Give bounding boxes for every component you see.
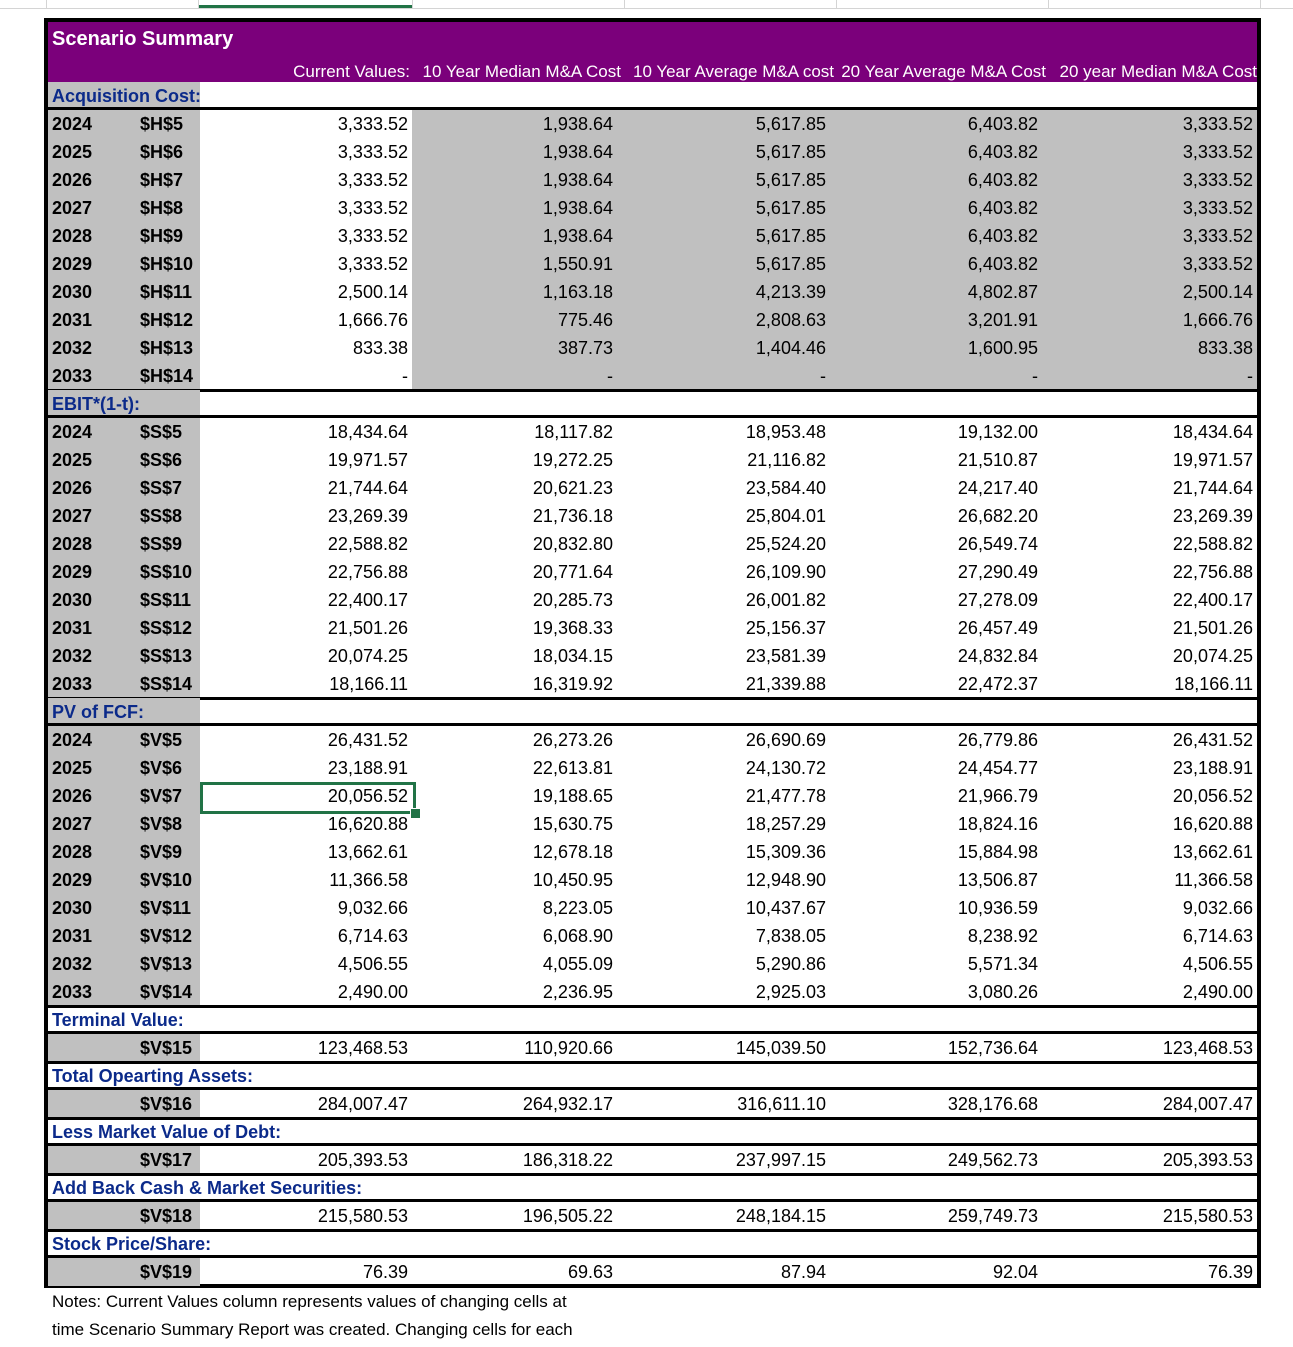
row-year[interactable]: 2025	[52, 758, 93, 778]
value-cell[interactable]: 6,403.82	[967, 114, 1038, 134]
value-cell[interactable]: 26,431.52	[327, 730, 408, 750]
value-cell[interactable]: 12,678.18	[532, 842, 613, 862]
section-divider	[48, 1255, 1257, 1258]
value-cell[interactable]: 22,613.81	[532, 758, 613, 778]
value-cell[interactable]: 10,450.95	[532, 870, 613, 890]
row-year[interactable]: 2028	[52, 842, 93, 862]
row-cell-reference[interactable]: $H$10	[140, 254, 194, 274]
row-year[interactable]: 2033	[52, 366, 93, 386]
value-cell[interactable]: 237,997.15	[735, 1150, 826, 1170]
value-cell[interactable]: 87.94	[780, 1262, 826, 1282]
value-cell[interactable]: 2,490.00	[1182, 982, 1253, 1002]
value-cell[interactable]: 18,166.11	[1174, 674, 1253, 694]
value-cell[interactable]: 24,832.84	[957, 646, 1038, 666]
value-cell[interactable]: 3,080.26	[967, 982, 1038, 1002]
value-cell[interactable]: 284,007.47	[317, 1094, 408, 1114]
value-cell[interactable]: 3,333.52	[1182, 198, 1253, 218]
value-cell[interactable]: 215,580.53	[317, 1206, 408, 1226]
section-divider	[48, 1061, 1257, 1064]
value-cell[interactable]: 2,808.63	[755, 310, 826, 330]
value-cell[interactable]: 16,620.88	[327, 814, 408, 834]
value-cell[interactable]: 4,213.39	[755, 282, 826, 302]
row-year[interactable]: 2024	[52, 730, 93, 750]
value-cell[interactable]: 2,925.03	[755, 982, 826, 1002]
value-cell[interactable]: 3,333.52	[1182, 226, 1253, 246]
row-year[interactable]: 2028	[52, 226, 93, 246]
row-year[interactable]: 2027	[52, 198, 93, 218]
row-cell-reference[interactable]: $V$14	[140, 982, 193, 1002]
row-cell-reference[interactable]: $H$14	[140, 366, 194, 386]
row-cell-reference[interactable]: $V$7	[140, 786, 183, 806]
value-cell[interactable]: 3,333.52	[1182, 254, 1253, 274]
value-cell[interactable]: 3,333.52	[337, 254, 408, 274]
row-cell-reference[interactable]: $S$14	[140, 674, 193, 694]
value-cell[interactable]: 10,437.67	[745, 898, 826, 918]
value-cell[interactable]: 22,400.17	[1172, 590, 1253, 610]
value-cell[interactable]: 18,434.64	[327, 422, 408, 442]
value-cell[interactable]: 18,034.15	[532, 646, 613, 666]
value-cell[interactable]: 4,506.55	[1182, 954, 1253, 974]
scenario-values-fill	[412, 110, 1257, 390]
row-cell-reference[interactable]: $S$9	[140, 534, 183, 554]
section-label[interactable]: PV of FCF:	[52, 702, 144, 722]
section-label[interactable]: Add Back Cash & Market Securities:	[52, 1178, 363, 1198]
row-year[interactable]: 2033	[52, 674, 93, 694]
value-cell[interactable]: 3,333.52	[337, 114, 408, 134]
section-divider	[48, 415, 1257, 418]
section-divider	[48, 697, 1257, 700]
value-cell[interactable]: 8,238.92	[967, 926, 1038, 946]
value-cell[interactable]: 76.39	[362, 1262, 408, 1282]
column-divider	[624, 0, 625, 8]
section-divider	[48, 723, 1257, 726]
value-cell[interactable]: 249,562.73	[947, 1150, 1038, 1170]
value-cell[interactable]: 21,477.78	[745, 786, 826, 806]
value-cell[interactable]: 21,501.26	[1172, 618, 1253, 638]
section-label[interactable]: Less Market Value of Debt:	[52, 1122, 282, 1142]
section-label[interactable]: Total Opearting Assets:	[52, 1066, 254, 1086]
value-cell[interactable]: -	[402, 366, 408, 386]
value-cell[interactable]: 20,621.23	[532, 478, 613, 498]
fill-handle[interactable]	[410, 808, 421, 819]
value-cell[interactable]: 22,472.37	[957, 674, 1038, 694]
report-title[interactable]: Scenario Summary	[52, 28, 234, 50]
value-cell[interactable]: 5,617.85	[755, 254, 826, 274]
value-cell[interactable]: 25,804.01	[745, 506, 826, 526]
row-year[interactable]: 2029	[52, 562, 93, 582]
row-cell-reference[interactable]: $S$7	[140, 478, 183, 498]
value-cell[interactable]: 1,938.64	[542, 226, 613, 246]
value-cell[interactable]: 5,617.85	[755, 170, 826, 190]
column-header-4[interactable]: 20 year Median M&A Cost	[1059, 62, 1257, 81]
value-cell[interactable]: 3,333.52	[1182, 114, 1253, 134]
column-divider	[412, 0, 413, 8]
value-cell[interactable]: 196,505.22	[522, 1206, 613, 1226]
value-cell[interactable]: 284,007.47	[1162, 1094, 1253, 1114]
row-year[interactable]: 2027	[52, 814, 93, 834]
value-cell[interactable]: 5,290.86	[755, 954, 826, 974]
value-cell[interactable]: 23,269.39	[327, 506, 408, 526]
value-cell[interactable]: 2,490.00	[337, 982, 408, 1002]
value-cell[interactable]: 1,163.18	[542, 282, 613, 302]
value-cell[interactable]: 4,802.87	[967, 282, 1038, 302]
row-cell-reference[interactable]: $V$11	[140, 898, 192, 918]
value-cell[interactable]: 4,055.09	[542, 954, 613, 974]
value-cell[interactable]: 123,468.53	[317, 1038, 408, 1058]
value-cell[interactable]: 9,032.66	[337, 898, 408, 918]
value-cell[interactable]: 15,309.36	[745, 842, 826, 862]
value-cell[interactable]: 3,201.91	[967, 310, 1038, 330]
value-cell[interactable]: 26,457.49	[957, 618, 1038, 638]
row-year[interactable]: 2024	[52, 422, 93, 442]
value-cell[interactable]: 775.46	[557, 310, 613, 330]
column-header-0[interactable]: Current Values:	[293, 62, 410, 81]
notes-line-2[interactable]: time Scenario Summary Report was created. Changing cells for each	[52, 1320, 573, 1339]
value-cell[interactable]: 23,188.91	[1172, 758, 1253, 778]
value-cell[interactable]: 1,938.64	[542, 114, 613, 134]
value-cell[interactable]: 5,617.85	[755, 198, 826, 218]
row-year[interactable]: 2031	[52, 618, 93, 638]
value-cell[interactable]: 20,832.80	[532, 534, 613, 554]
row-year[interactable]: 2028	[52, 534, 93, 554]
value-cell[interactable]: 24,454.77	[957, 758, 1038, 778]
value-cell[interactable]: 26,109.90	[745, 562, 826, 582]
section-divider	[48, 1005, 1257, 1008]
value-cell[interactable]: 76.39	[1207, 1262, 1253, 1282]
column-divider	[198, 0, 199, 8]
value-cell[interactable]: 19,971.57	[327, 450, 408, 470]
value-cell[interactable]: 19,132.00	[957, 422, 1038, 442]
column-divider	[1048, 0, 1049, 8]
section-divider	[48, 389, 1257, 392]
value-cell[interactable]: 23,581.39	[745, 646, 826, 666]
row-year[interactable]: 2026	[52, 478, 93, 498]
value-cell[interactable]: 1,404.46	[755, 338, 826, 358]
value-cell[interactable]: 13,506.87	[957, 870, 1038, 890]
value-cell[interactable]: 8,223.05	[542, 898, 613, 918]
value-cell[interactable]: 5,617.85	[755, 226, 826, 246]
value-cell[interactable]: 21,736.18	[532, 506, 613, 526]
row-cell-reference[interactable]: $S$11	[140, 590, 192, 610]
value-cell[interactable]: 6,714.63	[337, 926, 408, 946]
row-year[interactable]: 2025	[52, 450, 93, 470]
value-cell[interactable]: 6,403.82	[967, 254, 1038, 274]
value-cell[interactable]: 1,666.76	[1182, 310, 1253, 330]
value-cell[interactable]: 205,393.53	[317, 1150, 408, 1170]
row-cell-reference[interactable]: $S$6	[140, 450, 183, 470]
row-year[interactable]: 2026	[52, 786, 93, 806]
value-cell[interactable]: 20,074.25	[1172, 646, 1253, 666]
row-year[interactable]: 2033	[52, 982, 93, 1002]
section-label[interactable]: EBIT*(1-t):	[52, 394, 140, 414]
value-cell[interactable]: 11,366.58	[329, 870, 408, 890]
value-cell[interactable]: 110,920.66	[524, 1038, 613, 1058]
row-year[interactable]: 2025	[52, 142, 93, 162]
value-cell[interactable]: 20,285.73	[532, 590, 613, 610]
value-cell[interactable]: 26,690.69	[745, 730, 826, 750]
row-cell-reference[interactable]: $S$8	[140, 506, 183, 526]
value-cell[interactable]: 25,156.37	[745, 618, 826, 638]
value-cell[interactable]: 26,431.52	[1172, 730, 1253, 750]
value-cell[interactable]: 19,368.33	[532, 618, 613, 638]
value-cell[interactable]: 5,617.85	[755, 142, 826, 162]
value-cell[interactable]: 1,600.95	[967, 338, 1038, 358]
row-year[interactable]: 2032	[52, 954, 93, 974]
row-year[interactable]: 2030	[52, 898, 93, 918]
row-cell-reference[interactable]: $H$6	[140, 142, 184, 162]
row-cell-reference[interactable]: $V$12	[140, 926, 193, 946]
value-cell[interactable]: 26,549.74	[957, 534, 1038, 554]
section-divider	[48, 1199, 1257, 1202]
value-cell[interactable]: 16,319.92	[532, 674, 613, 694]
value-cell[interactable]: 2,500.14	[337, 282, 408, 302]
notes-line-1[interactable]: Notes: Current Values column represents values of changing cells at	[52, 1292, 567, 1311]
value-cell[interactable]: 21,966.79	[957, 786, 1038, 806]
value-cell[interactable]: 12,948.90	[745, 870, 826, 890]
value-cell[interactable]: -	[820, 366, 826, 386]
value-cell[interactable]: 3,333.52	[337, 226, 408, 246]
section-divider	[48, 1143, 1257, 1146]
value-cell[interactable]: 18,117.82	[534, 422, 613, 442]
value-cell[interactable]: 1,550.91	[542, 254, 613, 274]
row-cell-reference[interactable]: $H$9	[140, 226, 184, 246]
section-label[interactable]: Acquisition Cost:	[52, 86, 201, 106]
value-cell[interactable]: 6,403.82	[967, 226, 1038, 246]
value-cell[interactable]: 19,272.25	[532, 450, 613, 470]
row-year[interactable]: 2027	[52, 506, 93, 526]
value-cell[interactable]: 5,617.85	[755, 114, 826, 134]
value-cell[interactable]: 69.63	[567, 1262, 613, 1282]
value-cell[interactable]: 26,273.26	[532, 730, 613, 750]
section-divider	[48, 1087, 1257, 1090]
value-cell[interactable]: 16,620.88	[1172, 814, 1253, 834]
row-year[interactable]: 2030	[52, 590, 93, 610]
value-cell[interactable]: 20,074.25	[327, 646, 408, 666]
value-cell[interactable]: 15,630.75	[532, 814, 613, 834]
value-cell[interactable]: 21,501.26	[327, 618, 408, 638]
value-cell[interactable]: 248,184.15	[735, 1206, 826, 1226]
selected-column-indicator	[198, 0, 412, 8]
value-cell[interactable]: 22,756.88	[1172, 562, 1253, 582]
section-divider	[48, 1117, 1257, 1120]
row-cell-reference[interactable]: $V$6	[140, 758, 183, 778]
row-cell-reference[interactable]: $H$11	[140, 282, 193, 302]
column-header-2[interactable]: 10 Year Average M&A cost	[633, 62, 834, 81]
row-cell-reference[interactable]: $S$13	[140, 646, 193, 666]
value-cell[interactable]: 13,662.61	[327, 842, 408, 862]
value-cell[interactable]: 2,236.95	[542, 982, 613, 1002]
row-year[interactable]: 2032	[52, 646, 93, 666]
value-cell[interactable]: 6,068.90	[542, 926, 613, 946]
row-cell-reference[interactable]: $V$19	[140, 1262, 193, 1282]
value-cell[interactable]: 22,588.82	[1172, 534, 1253, 554]
row-cell-reference[interactable]: $S$5	[140, 422, 183, 442]
value-cell[interactable]: 11,366.58	[1174, 870, 1253, 890]
value-cell[interactable]: 26,001.82	[745, 590, 826, 610]
value-cell[interactable]: 23,269.39	[1172, 506, 1253, 526]
row-cell-reference[interactable]: $H$8	[140, 198, 184, 218]
value-cell[interactable]: 1,938.64	[542, 170, 613, 190]
value-cell[interactable]: 3,333.52	[1182, 142, 1253, 162]
value-cell[interactable]: 26,779.86	[957, 730, 1038, 750]
row-year[interactable]: 2031	[52, 310, 93, 330]
value-cell[interactable]: 18,257.29	[745, 814, 826, 834]
row-cell-reference[interactable]: $V$10	[140, 870, 193, 890]
value-cell[interactable]: 22,756.88	[327, 562, 408, 582]
value-cell[interactable]: 27,278.09	[957, 590, 1038, 610]
value-cell[interactable]: 6,403.82	[967, 198, 1038, 218]
row-cell-reference[interactable]: $H$12	[140, 310, 194, 330]
value-cell[interactable]: 23,584.40	[745, 478, 826, 498]
value-cell[interactable]: 25,524.20	[745, 534, 826, 554]
row-cell-reference[interactable]: $V$5	[140, 730, 183, 750]
row-cell-reference[interactable]: $V$8	[140, 814, 183, 834]
value-cell[interactable]: 3,333.52	[1182, 170, 1253, 190]
value-cell[interactable]: 215,580.53	[1162, 1206, 1253, 1226]
value-cell[interactable]: -	[1032, 366, 1038, 386]
column-divider	[836, 0, 837, 8]
column-divider	[1260, 0, 1261, 8]
value-cell[interactable]: 20,056.52	[1172, 786, 1253, 806]
value-cell[interactable]: 27,290.49	[957, 562, 1038, 582]
value-cell[interactable]: 22,588.82	[327, 534, 408, 554]
section-label[interactable]: Stock Price/Share:	[52, 1234, 212, 1254]
row-year[interactable]: 2026	[52, 170, 93, 190]
value-cell[interactable]: 15,884.98	[957, 842, 1038, 862]
row-cell-reference[interactable]: $V$13	[140, 954, 193, 974]
title-band	[48, 22, 1257, 82]
column-header-1[interactable]: 10 Year Median M&A Cost	[422, 62, 621, 81]
section-divider	[48, 1229, 1257, 1232]
row-year[interactable]: 2029	[52, 870, 93, 890]
value-cell[interactable]: 1,938.64	[542, 142, 613, 162]
value-cell[interactable]: 316,611.10	[737, 1094, 826, 1114]
value-cell[interactable]: 20,771.64	[532, 562, 613, 582]
value-cell[interactable]: -	[607, 366, 613, 386]
value-cell[interactable]: 20,056.52	[327, 786, 408, 806]
value-cell[interactable]: 21,339.88	[745, 674, 826, 694]
value-cell[interactable]: 1,938.64	[542, 198, 613, 218]
value-cell[interactable]: -	[1247, 366, 1253, 386]
value-cell[interactable]: 1,666.76	[337, 310, 408, 330]
value-cell[interactable]: 152,736.64	[947, 1038, 1038, 1058]
value-cell[interactable]: 92.04	[992, 1262, 1038, 1282]
value-cell[interactable]: 21,744.64	[1172, 478, 1253, 498]
value-cell[interactable]: 833.38	[1197, 338, 1253, 358]
value-cell[interactable]: 5,571.34	[967, 954, 1038, 974]
value-cell[interactable]: 205,393.53	[1162, 1150, 1253, 1170]
value-cell[interactable]: 2,500.14	[1182, 282, 1253, 302]
value-cell[interactable]: 4,506.55	[337, 954, 408, 974]
row-cell-reference[interactable]: $H$7	[140, 170, 184, 190]
row-cell-reference[interactable]: $H$5	[140, 114, 184, 134]
value-cell[interactable]: 18,166.11	[329, 674, 408, 694]
value-cell[interactable]: 21,116.82	[747, 450, 826, 470]
column-header-3[interactable]: 20 Year Average M&A Cost	[841, 62, 1046, 81]
row-year[interactable]: 2029	[52, 254, 93, 274]
value-cell[interactable]: 123,468.53	[1162, 1038, 1253, 1058]
value-cell[interactable]: 24,130.72	[745, 758, 826, 778]
column-divider	[46, 0, 47, 8]
value-cell[interactable]: 21,510.87	[957, 450, 1038, 470]
value-cell[interactable]: 26,682.20	[957, 506, 1038, 526]
row-cell-reference[interactable]: $S$10	[140, 562, 193, 582]
value-cell[interactable]: 24,217.40	[957, 478, 1038, 498]
row-cell-reference[interactable]: $H$13	[140, 338, 194, 358]
value-cell[interactable]: 3,333.52	[337, 142, 408, 162]
value-cell[interactable]: 6,403.82	[967, 170, 1038, 190]
row-cell-reference[interactable]: $V$15	[140, 1038, 193, 1058]
value-cell[interactable]: 9,032.66	[1182, 898, 1253, 918]
value-cell[interactable]: 18,824.16	[957, 814, 1038, 834]
value-cell[interactable]: 7,838.05	[755, 926, 826, 946]
row-year[interactable]: 2032	[52, 338, 93, 358]
value-cell[interactable]: 10,936.59	[957, 898, 1038, 918]
value-cell[interactable]: 23,188.91	[327, 758, 408, 778]
value-cell[interactable]: 387.73	[557, 338, 613, 358]
value-cell[interactable]: 19,188.65	[532, 786, 613, 806]
value-cell[interactable]: 13,662.61	[1172, 842, 1253, 862]
column-header-strip	[0, 0, 1293, 9]
value-cell[interactable]: 6,714.63	[1182, 926, 1253, 946]
value-cell[interactable]: 264,932.17	[522, 1094, 613, 1114]
value-cell[interactable]: 21,744.64	[327, 478, 408, 498]
section-divider	[48, 1031, 1257, 1034]
value-cell[interactable]: 186,318.22	[522, 1150, 613, 1170]
value-cell[interactable]: 22,400.17	[327, 590, 408, 610]
value-cell[interactable]: 19,971.57	[1172, 450, 1253, 470]
row-cell-reference[interactable]: $V$18	[140, 1206, 193, 1226]
row-year[interactable]: 2024	[52, 114, 93, 134]
active-cell-selection[interactable]	[200, 782, 416, 814]
row-cell-reference[interactable]: $V$9	[140, 842, 183, 862]
row-year[interactable]: 2031	[52, 926, 93, 946]
value-cell[interactable]: 3,333.52	[337, 170, 408, 190]
value-cell[interactable]: 833.38	[352, 338, 408, 358]
row-cell-reference[interactable]: $S$12	[140, 618, 193, 638]
value-cell[interactable]: 18,953.48	[745, 422, 826, 442]
row-cell-reference[interactable]: $V$17	[140, 1150, 193, 1170]
value-cell[interactable]: 145,039.50	[735, 1038, 826, 1058]
value-cell[interactable]: 3,333.52	[337, 198, 408, 218]
value-cell[interactable]: 328,176.68	[947, 1094, 1038, 1114]
section-label[interactable]: Terminal Value:	[52, 1010, 184, 1030]
row-year[interactable]: 2030	[52, 282, 93, 302]
scenario-summary-report	[44, 18, 1261, 1288]
row-cell-reference[interactable]: $V$16	[140, 1094, 193, 1114]
value-cell[interactable]: 6,403.82	[967, 142, 1038, 162]
value-cell[interactable]: 259,749.73	[947, 1206, 1038, 1226]
value-cell[interactable]: 18,434.64	[1172, 422, 1253, 442]
section-divider	[48, 1173, 1257, 1176]
